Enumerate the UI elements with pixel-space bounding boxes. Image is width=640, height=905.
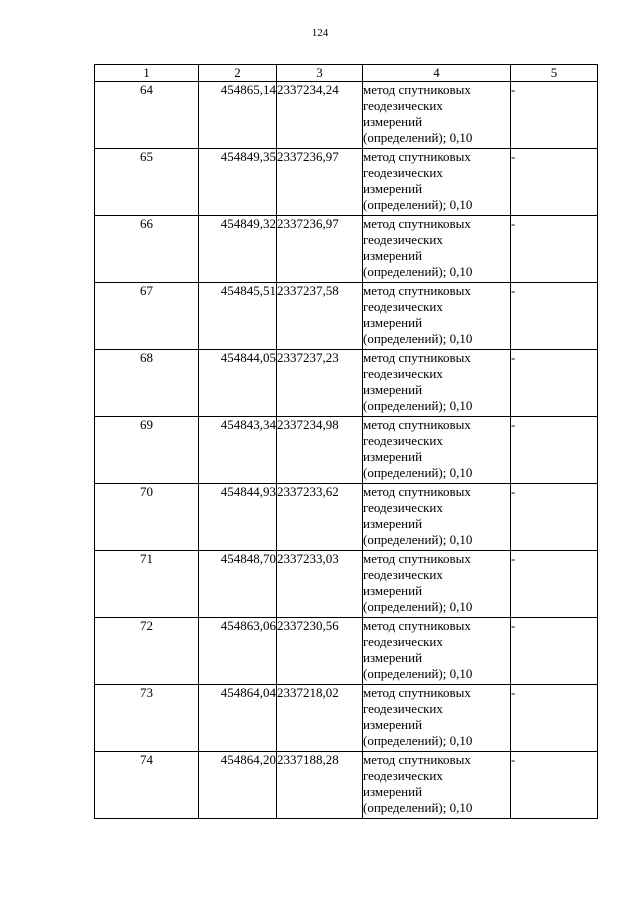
method-line: геодезических — [363, 299, 443, 314]
method-line: геодезических — [363, 366, 443, 381]
method-line: метод спутниковых — [363, 484, 471, 499]
method-line: геодезических — [363, 634, 443, 649]
x-coordinate-cell: 454844,05 — [199, 350, 277, 417]
note-cell: - — [511, 283, 598, 350]
table-row — [95, 216, 598, 283]
method-line: метод спутниковых — [363, 149, 471, 164]
note-cell: - — [511, 752, 598, 819]
point-number-cell: 69 — [95, 417, 199, 484]
page-number: 124 — [311, 27, 329, 39]
header-col-1: 1 — [95, 65, 199, 82]
method-cell — [363, 82, 511, 149]
method-cell — [363, 618, 511, 685]
method-line: измерений — [363, 181, 423, 196]
method-line: измерений — [363, 382, 423, 397]
method-line: измерений — [363, 315, 423, 330]
method-line: метод спутниковых — [363, 551, 471, 566]
method-line: геодезических — [363, 500, 443, 515]
method-line: (определений); 0,10 — [363, 130, 473, 145]
header-col-2: 2 — [199, 65, 277, 82]
method-line: метод спутниковых — [363, 417, 471, 432]
method-line: (определений); 0,10 — [363, 331, 473, 346]
y-coordinate-cell: 2337233,03 — [277, 551, 363, 618]
coordinates-table — [94, 64, 598, 819]
point-number-cell: 64 — [95, 82, 199, 149]
note-cell: - — [511, 82, 598, 149]
note-cell: - — [511, 149, 598, 216]
note-cell: - — [511, 350, 598, 417]
method-line: геодезических — [363, 165, 443, 180]
method-line: измерений — [363, 650, 423, 665]
x-coordinate-cell: 454848,70 — [199, 551, 277, 618]
y-coordinate-cell: 2337233,62 — [277, 484, 363, 551]
method-cell — [363, 216, 511, 283]
x-coordinate-cell: 454865,14 — [199, 82, 277, 149]
point-number-cell: 72 — [95, 618, 199, 685]
method-line: измерений — [363, 248, 423, 263]
point-number-cell: 67 — [95, 283, 199, 350]
x-coordinate-cell: 454864,04 — [199, 685, 277, 752]
method-line: геодезических — [363, 98, 443, 113]
x-coordinate-cell: 454844,93 — [199, 484, 277, 551]
method-line: измерений — [363, 516, 423, 531]
method-line: измерений — [363, 717, 423, 732]
method-line: измерений — [363, 583, 423, 598]
note-cell: - — [511, 216, 598, 283]
table-header-row — [95, 65, 598, 82]
method-line: измерений — [363, 449, 423, 464]
table-row — [95, 484, 598, 551]
method-cell — [363, 283, 511, 350]
note-cell: - — [511, 484, 598, 551]
table-row — [95, 350, 598, 417]
table-row — [95, 685, 598, 752]
note-cell: - — [511, 618, 598, 685]
method-line: измерений — [363, 114, 423, 129]
y-coordinate-cell: 2337236,97 — [277, 149, 363, 216]
method-line: геодезических — [363, 232, 443, 247]
y-coordinate-cell: 2337237,23 — [277, 350, 363, 417]
method-line: (определений); 0,10 — [363, 197, 473, 212]
x-coordinate-cell: 454845,51 — [199, 283, 277, 350]
method-line: (определений); 0,10 — [363, 532, 473, 547]
method-line: метод спутниковых — [363, 82, 471, 97]
method-line: (определений); 0,10 — [363, 599, 473, 614]
point-number-cell: 73 — [95, 685, 199, 752]
point-number-cell: 71 — [95, 551, 199, 618]
method-cell — [363, 417, 511, 484]
method-line: метод спутниковых — [363, 685, 471, 700]
method-cell — [363, 149, 511, 216]
method-line: метод спутниковых — [363, 752, 471, 767]
method-line: измерений — [363, 784, 423, 799]
method-cell — [363, 685, 511, 752]
point-number-cell: 66 — [95, 216, 199, 283]
method-line: метод спутниковых — [363, 618, 471, 633]
point-number-cell: 68 — [95, 350, 199, 417]
method-line: геодезических — [363, 701, 443, 716]
header-col-4: 4 — [363, 65, 511, 82]
table-row — [95, 82, 598, 149]
y-coordinate-cell: 2337218,02 — [277, 685, 363, 752]
table-row — [95, 551, 598, 618]
table-row — [95, 149, 598, 216]
method-cell — [363, 752, 511, 819]
method-cell — [363, 484, 511, 551]
y-coordinate-cell: 2337237,58 — [277, 283, 363, 350]
table-row — [95, 618, 598, 685]
table-body — [95, 82, 598, 819]
method-cell — [363, 551, 511, 618]
method-cell — [363, 350, 511, 417]
y-coordinate-cell: 2337230,56 — [277, 618, 363, 685]
note-cell: - — [511, 685, 598, 752]
method-line: метод спутниковых — [363, 283, 471, 298]
x-coordinate-cell: 454849,32 — [199, 216, 277, 283]
method-line: геодезических — [363, 768, 443, 783]
header-col-3: 3 — [277, 65, 363, 82]
note-cell: - — [511, 417, 598, 484]
table-row — [95, 417, 598, 484]
method-line: (определений); 0,10 — [363, 733, 473, 748]
y-coordinate-cell: 2337188,28 — [277, 752, 363, 819]
method-line: (определений); 0,10 — [363, 398, 473, 413]
method-line: (определений); 0,10 — [363, 800, 473, 815]
table-row — [95, 283, 598, 350]
method-line: метод спутниковых — [363, 216, 471, 231]
x-coordinate-cell: 454863,06 — [199, 618, 277, 685]
point-number-cell: 70 — [95, 484, 199, 551]
table-row — [95, 752, 598, 819]
y-coordinate-cell: 2337236,97 — [277, 216, 363, 283]
y-coordinate-cell: 2337234,98 — [277, 417, 363, 484]
method-line: геодезических — [363, 567, 443, 582]
method-line: (определений); 0,10 — [363, 666, 473, 681]
point-number-cell: 65 — [95, 149, 199, 216]
note-cell: - — [511, 551, 598, 618]
x-coordinate-cell: 454849,35 — [199, 149, 277, 216]
method-line: (определений); 0,10 — [363, 465, 473, 480]
point-number-cell: 74 — [95, 752, 199, 819]
header-col-5: 5 — [511, 65, 598, 82]
x-coordinate-cell: 454843,34 — [199, 417, 277, 484]
x-coordinate-cell: 454864,20 — [199, 752, 277, 819]
y-coordinate-cell: 2337234,24 — [277, 82, 363, 149]
method-line: геодезических — [363, 433, 443, 448]
method-line: (определений); 0,10 — [363, 264, 473, 279]
method-line: метод спутниковых — [363, 350, 471, 365]
